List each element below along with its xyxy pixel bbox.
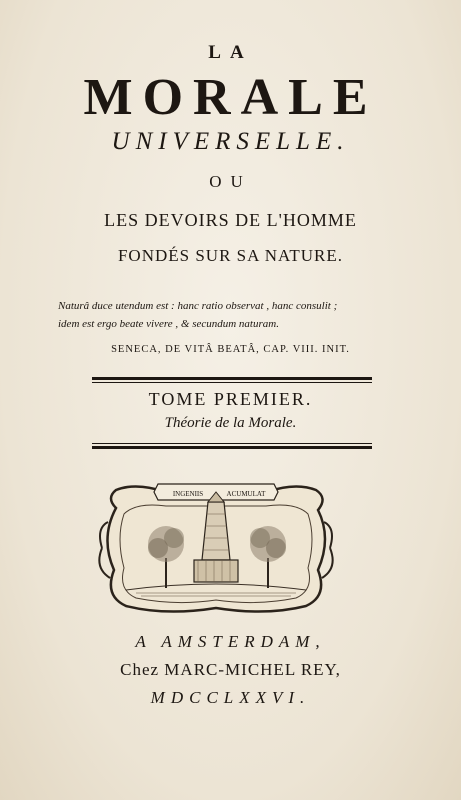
- title-universelle: UNIVERSELLE.: [111, 128, 350, 155]
- motto-left: INGENIIS: [172, 490, 204, 498]
- volume-subtitle: Théorie de la Morale.: [164, 415, 297, 431]
- engraved-vignette: [96, 478, 336, 618]
- title-ou: OU: [209, 172, 252, 191]
- epigraph-line-2: idem est ergo beate vivere , & secundum naturam.: [58, 318, 279, 330]
- imprint-year: MDCCLXXVI.: [150, 688, 311, 707]
- epigraph-line-1: Naturâ duce utendum est : hanc ratio observat , hanc consulit ;: [58, 300, 338, 312]
- title-article: LA: [208, 42, 253, 63]
- top-rule-thick: [92, 377, 372, 380]
- bottom-rule-thin: [92, 443, 372, 444]
- imprint-place: A AMSTERDAM,: [135, 632, 326, 651]
- title-main: MORALE: [83, 69, 378, 126]
- epigraph-source: SENECA, DE VITÂ BEATÂ, CAP. VIII. INIT.: [111, 344, 350, 355]
- bottom-rule-thick: [92, 446, 372, 449]
- top-rule-thin: [92, 382, 372, 383]
- title-fondes: FONDÉS SUR SA NATURE.: [117, 246, 344, 265]
- imprint-publisher: Chez MARC-MICHEL REY,: [120, 660, 341, 679]
- motto-right: ACUMULAT: [226, 490, 266, 498]
- volume-tome: TOME PREMIER.: [148, 389, 313, 409]
- title-devoirs: LES DEVOIRS DE L'HOMME: [104, 210, 357, 230]
